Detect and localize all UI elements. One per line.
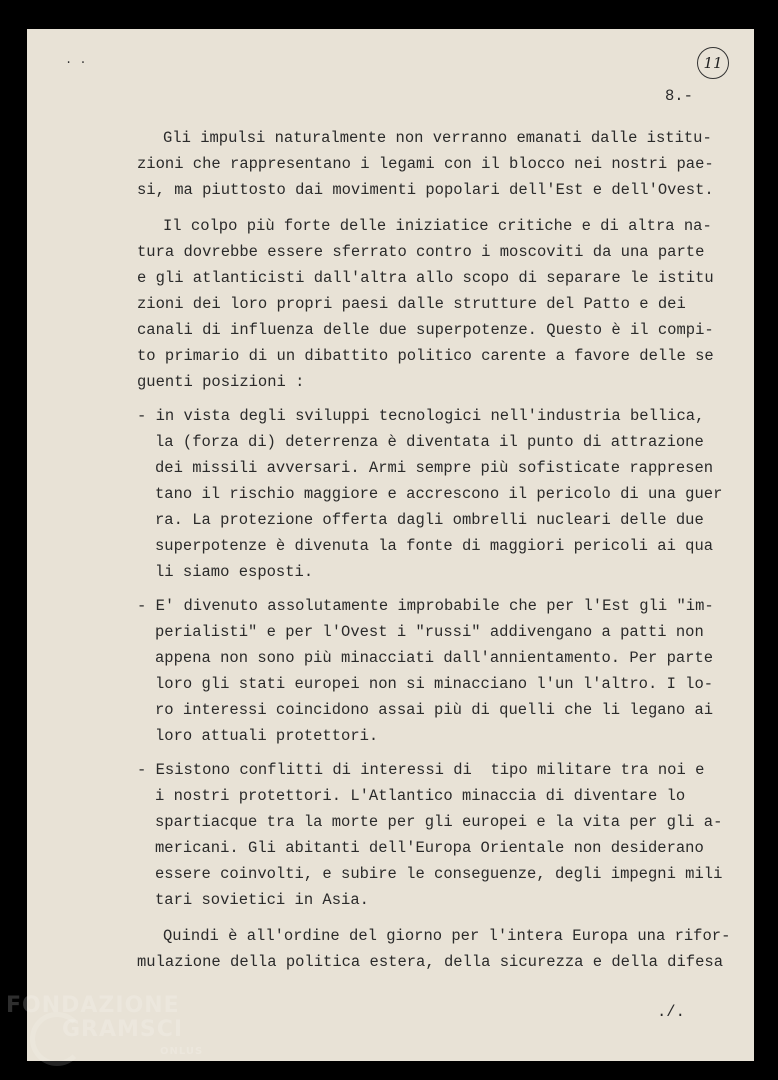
- watermark-line3: ONLUS: [160, 1046, 204, 1057]
- text-line: - E' divenuto assolutamente improbabile che per l'Est gli "im-: [137, 597, 714, 615]
- text-line: la (forza di) deterrenza è diventata il punto di attrazione: [155, 433, 704, 451]
- text-line: essere coinvolti, e subire le conseguenze, degli impegni mili: [155, 865, 723, 883]
- text-line: tano il rischio maggiore e accrescono il pericolo di una guer: [155, 485, 723, 503]
- text-line: zioni che rappresentano i legami con il blocco nei nostri pae-: [137, 155, 714, 173]
- text-line: mulazione della politica estera, della sicurezza e della difesa: [137, 953, 723, 971]
- text-line: tari sovietici in Asia.: [155, 891, 369, 909]
- text-line: guenti posizioni :: [137, 373, 305, 391]
- text-line: Quindi è all'ordine del giorno per l'intera Europa una rifor-: [163, 927, 731, 945]
- watermark-line2: GRAMSCI: [62, 1017, 184, 1042]
- watermark-logo: [6, 994, 180, 1018]
- text-line: Gli impulsi naturalmente non verranno emanati dalle istitu-: [163, 129, 712, 147]
- continuation-mark: ./.: [657, 1003, 685, 1021]
- text-line: Il colpo più forte delle iniziatice critiche e di altra na-: [163, 217, 712, 235]
- text-line: to primario di un dibattito politico carente a favore delle se: [137, 347, 714, 365]
- text-line: superpotenze è divenuta la fonte di maggiori pericoli ai qua: [155, 537, 714, 555]
- text-line: mericani. Gli abitanti dell'Europa Orientale non desiderano: [155, 839, 704, 857]
- watermark-line1: FONDAZIONE: [6, 993, 180, 1018]
- text-line: e gli atlanticisti dall'altra allo scopo di separare le istitu: [137, 269, 714, 287]
- text-line: loro gli stati europei non si minacciano l'un l'altro. I lo-: [155, 675, 714, 693]
- archive-number-stamp: 11: [697, 47, 729, 79]
- text-line: dei missili avversari. Armi sempre più sofisticate rappresen: [155, 459, 714, 477]
- text-line: appena non sono più minacciati dall'annientamento. Per parte: [155, 649, 714, 667]
- text-line: - Esistono conflitti di interessi di tipo militare tra noi e: [137, 761, 705, 779]
- text-line: ra. La protezione offerta dagli ombrelli nucleari delle due: [155, 511, 704, 529]
- corner-marks: . .: [65, 53, 87, 67]
- text-line: - in vista degli sviluppi tecnologici nell'industria bellica,: [137, 407, 705, 425]
- text-line: spartiacque tra la morte per gli europei e la vita per gli a-: [155, 813, 723, 831]
- text-line: li siamo esposti.: [155, 563, 314, 581]
- text-line: tura dovrebbe essere sferrato contro i moscoviti da una parte: [137, 243, 705, 261]
- text-line: i nostri protettori. L'Atlantico minaccia di diventare lo: [155, 787, 686, 805]
- text-line: loro attuali protettori.: [155, 727, 379, 745]
- text-line: si, ma piuttosto dai movimenti popolari dell'Est e dell'Ovest.: [137, 181, 714, 199]
- text-line: perialisti" e per l'Ovest i "russi" addivengano a patti non: [155, 623, 704, 641]
- text-line: canali di influenza delle due superpotenze. Questo è il compi-: [137, 321, 714, 339]
- text-line: ro interessi coincidono assai più di quelli che li legano ai: [155, 701, 714, 719]
- page-number: 8.-: [665, 87, 693, 105]
- text-line: zioni dei loro propri paesi dalle strutture del Patto e dei: [137, 295, 686, 313]
